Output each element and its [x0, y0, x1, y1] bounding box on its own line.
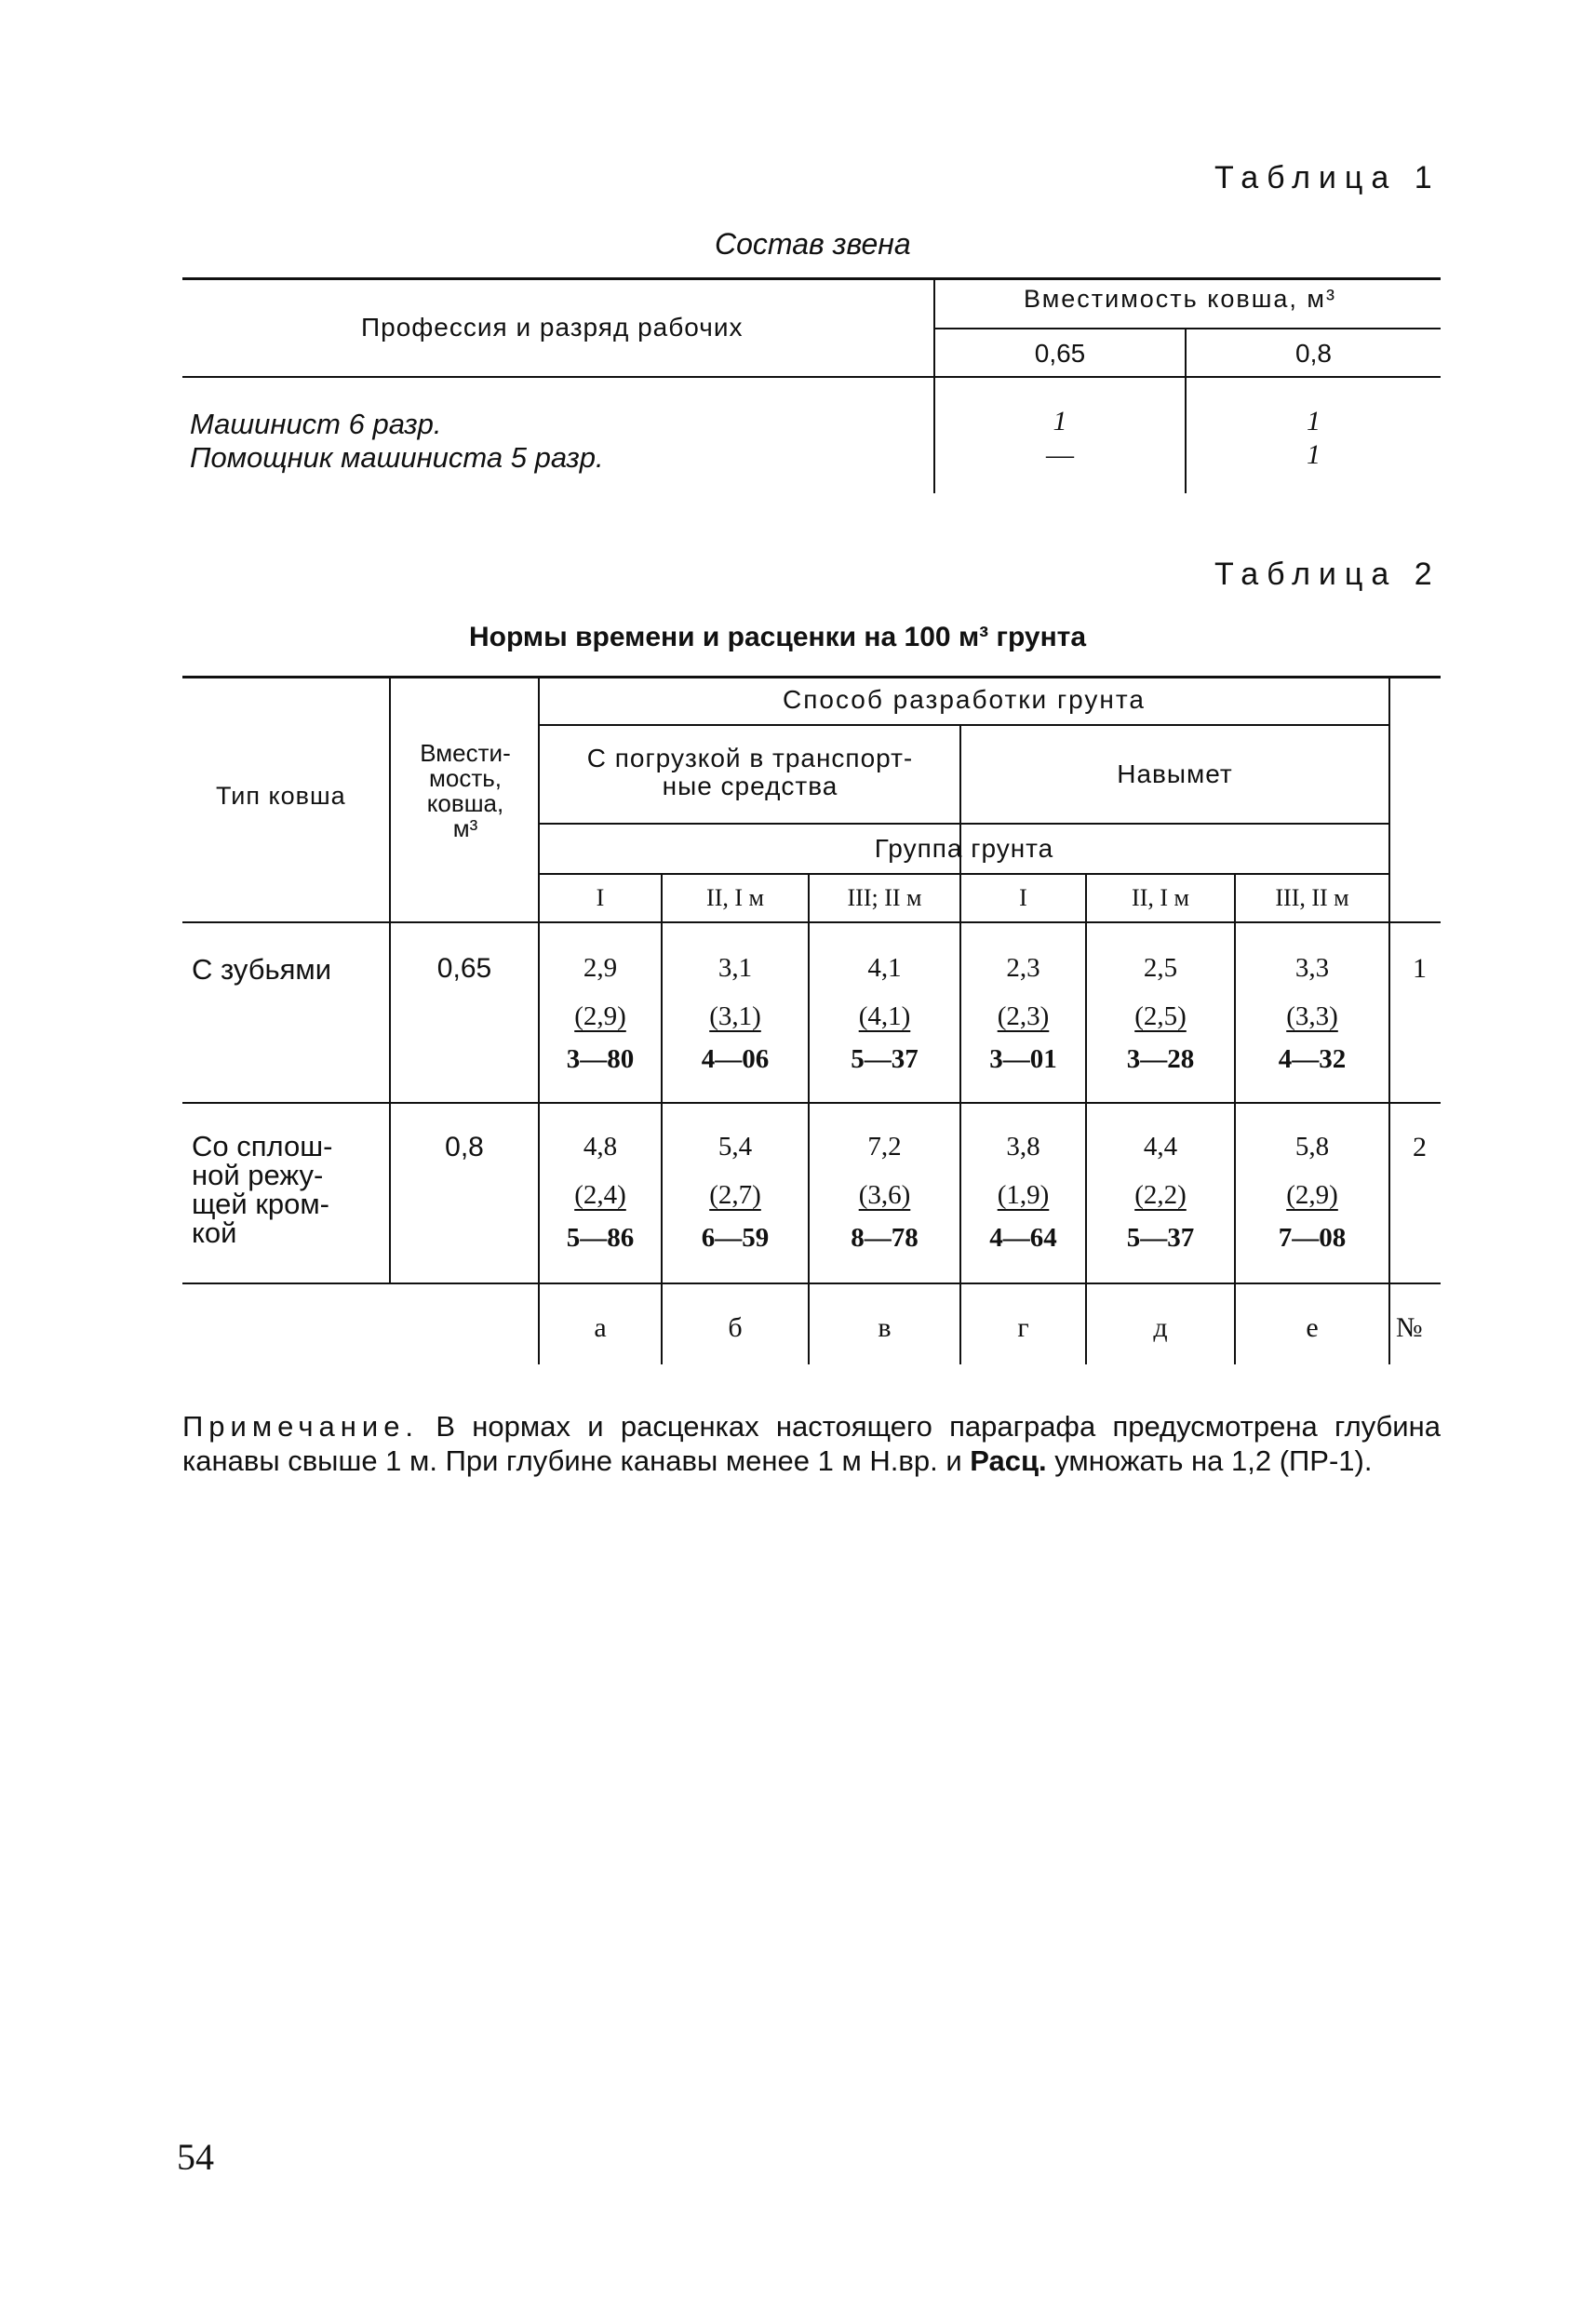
table2-vline-b	[808, 873, 810, 1364]
table2-row-rule	[182, 1102, 1441, 1104]
table2-col-letter-e: д	[1153, 1312, 1168, 1343]
table2-r1-c3-machine: (4,1)	[858, 1001, 911, 1031]
table2-r2-c4-norm: 3,8	[1006, 1132, 1040, 1162]
table2-num-label: №	[1396, 1312, 1423, 1343]
table2-group-d: I	[1019, 884, 1027, 911]
note-lead: Примечание.	[182, 1410, 420, 1443]
table1-label: Таблица 1	[1214, 160, 1441, 195]
table2-vline-d	[1234, 873, 1236, 1364]
table2-r2-c2-machine: (2,7)	[709, 1180, 761, 1210]
table2-header-capacity: Вмести- мость, ковша, м³	[420, 739, 511, 842]
table2-r2-c5-rate: 5—37	[1126, 1223, 1195, 1253]
table2-top-rule	[182, 676, 1441, 678]
table2-method-rule	[540, 724, 1390, 726]
table2-col-letter-c: в	[878, 1312, 892, 1343]
table2-r2-c6-norm: 5,8	[1294, 1132, 1330, 1162]
table1-title: Состав звена	[715, 227, 911, 261]
table2-row1-num: 1	[1413, 953, 1427, 984]
table2-r2-c1-rate: 5—86	[566, 1223, 635, 1253]
table2-r1-c1-machine: (2,9)	[574, 1001, 626, 1031]
table1-row2-065: —	[1046, 439, 1074, 470]
table2-header-method: Способ разработки грунта	[783, 685, 1146, 714]
table1-header-rule	[182, 376, 1441, 378]
table2-r2-c3-norm: 7,2	[867, 1132, 902, 1162]
table2-r1-c6-rate: 4—32	[1278, 1044, 1347, 1074]
table2-col-letter-a: а	[594, 1312, 607, 1343]
table2-r2-c1-machine: (2,4)	[574, 1180, 626, 1210]
table2-r1-c3-norm: 4,1	[867, 953, 902, 983]
table2-vline-g	[1085, 873, 1087, 1364]
table1-header-profession: Профессия и разряд рабочих	[361, 313, 744, 342]
table2-bottom-rule	[182, 1283, 1441, 1284]
table2-r1-c5-machine: (2,5)	[1134, 1001, 1187, 1031]
table2-r1-c5-rate: 3—28	[1126, 1044, 1195, 1074]
table2-vline-a	[661, 873, 663, 1364]
table2-header-loading: С погрузкой в транспорт- ные средства	[586, 744, 914, 800]
table2-r1-c6-machine: (3,3)	[1286, 1001, 1338, 1031]
note	[182, 1409, 1441, 1478]
table2-r1-c4-norm: 2,3	[1006, 953, 1040, 983]
table2-label: Таблица 2	[1214, 557, 1441, 592]
table2-r1-c6-norm: 3,3	[1294, 953, 1330, 983]
table2-r1-c2-rate: 4—06	[701, 1044, 770, 1074]
table1-cap-065: 0,65	[1034, 339, 1086, 368]
table2-header-rule	[182, 921, 1441, 923]
table2-group-b: II, I м	[706, 884, 764, 911]
table2-header-dump: Навымет	[1117, 759, 1233, 788]
table2-sub-rule	[540, 823, 1390, 825]
page-number: 54	[177, 2136, 214, 2178]
table2-header-type: Тип ковша	[216, 782, 346, 810]
table2-group-e: II, I м	[1132, 884, 1189, 911]
table2-r2-c5-norm: 4,4	[1143, 1132, 1178, 1162]
note-tail: умножать на 1,2 (ПР-1).	[1046, 1444, 1373, 1477]
table2-group-a: I	[596, 884, 605, 911]
table2-r2-c4-rate: 4—64	[989, 1223, 1057, 1253]
table2-r1-c1-rate: 3—80	[566, 1044, 635, 1074]
table2-vline-e	[1388, 678, 1390, 1364]
table2-group-c: III; II м	[847, 884, 922, 911]
table1-row1-profession: Машинист 6 разр.	[190, 408, 442, 440]
table2-r2-c2-norm: 5,4	[718, 1132, 753, 1162]
table1-top-rule	[182, 277, 1441, 280]
table2-group-f: III, II м	[1275, 884, 1349, 911]
table2-r2-c6-machine: (2,9)	[1286, 1180, 1338, 1210]
table2-r2-c6-rate: 7—08	[1278, 1223, 1347, 1253]
table2-r2-c2-rate: 6—59	[701, 1223, 770, 1253]
note-bold: Расц.	[970, 1444, 1047, 1477]
table2-r1-c1-norm: 2,9	[583, 953, 618, 983]
table2-r1-c5-norm: 2,5	[1143, 953, 1178, 983]
table2-r2-c4-machine: (1,9)	[997, 1180, 1050, 1210]
table2-col-letter-d: г	[1017, 1312, 1029, 1343]
table2-col-letter-b: б	[728, 1312, 743, 1343]
table2-r1-c4-rate: 3—01	[989, 1044, 1057, 1074]
table1-header-capacity: Вместимость ковша, м³	[1024, 285, 1336, 313]
table1-row2-profession: Помощник машиниста 5 разр.	[190, 441, 604, 474]
table2-row2-num: 2	[1413, 1132, 1427, 1162]
table1-row1-065: 1	[1053, 406, 1067, 436]
table1-row1-08: 1	[1307, 406, 1321, 436]
table2-group-rule	[540, 873, 1390, 875]
table2-r1-c3-rate: 5—37	[851, 1044, 919, 1074]
table2-header-group: Группа грунта	[874, 834, 1054, 863]
table2-row2-type: Со сплош- ной режу- щей кром- кой	[192, 1130, 333, 1249]
table2-row1-capacity: 0,65	[436, 953, 492, 984]
table2-r2-c1-norm: 4,8	[583, 1132, 618, 1162]
table1-row2-08: 1	[1307, 439, 1321, 470]
table2-r2-c3-rate: 8—78	[851, 1223, 919, 1253]
table2-r2-c3-machine: (3,6)	[858, 1180, 911, 1210]
table2-r1-c2-norm: 3,1	[718, 953, 753, 983]
table1-cap-08: 0,8	[1295, 339, 1332, 368]
table2-r1-c4-machine: (2,3)	[997, 1001, 1050, 1031]
table2-r2-c5-machine: (2,2)	[1134, 1180, 1187, 1210]
table2-row1-type: С зубьями	[192, 953, 332, 986]
table1-sub-rule	[933, 328, 1441, 329]
table2-col-letter-f: е	[1306, 1312, 1319, 1343]
table2-row2-capacity: 0,8	[445, 1132, 484, 1162]
table2-r1-c2-machine: (3,1)	[709, 1001, 761, 1031]
note-text: В нормах и расценках настоящего параграфа предусмотрена глубина канавы свыше 1 м. При глубине канавы менее 1 м Н.вр. и	[182, 1410, 1441, 1477]
table2-title: Нормы времени и расценки на 100 м³ грунта	[469, 622, 1087, 652]
